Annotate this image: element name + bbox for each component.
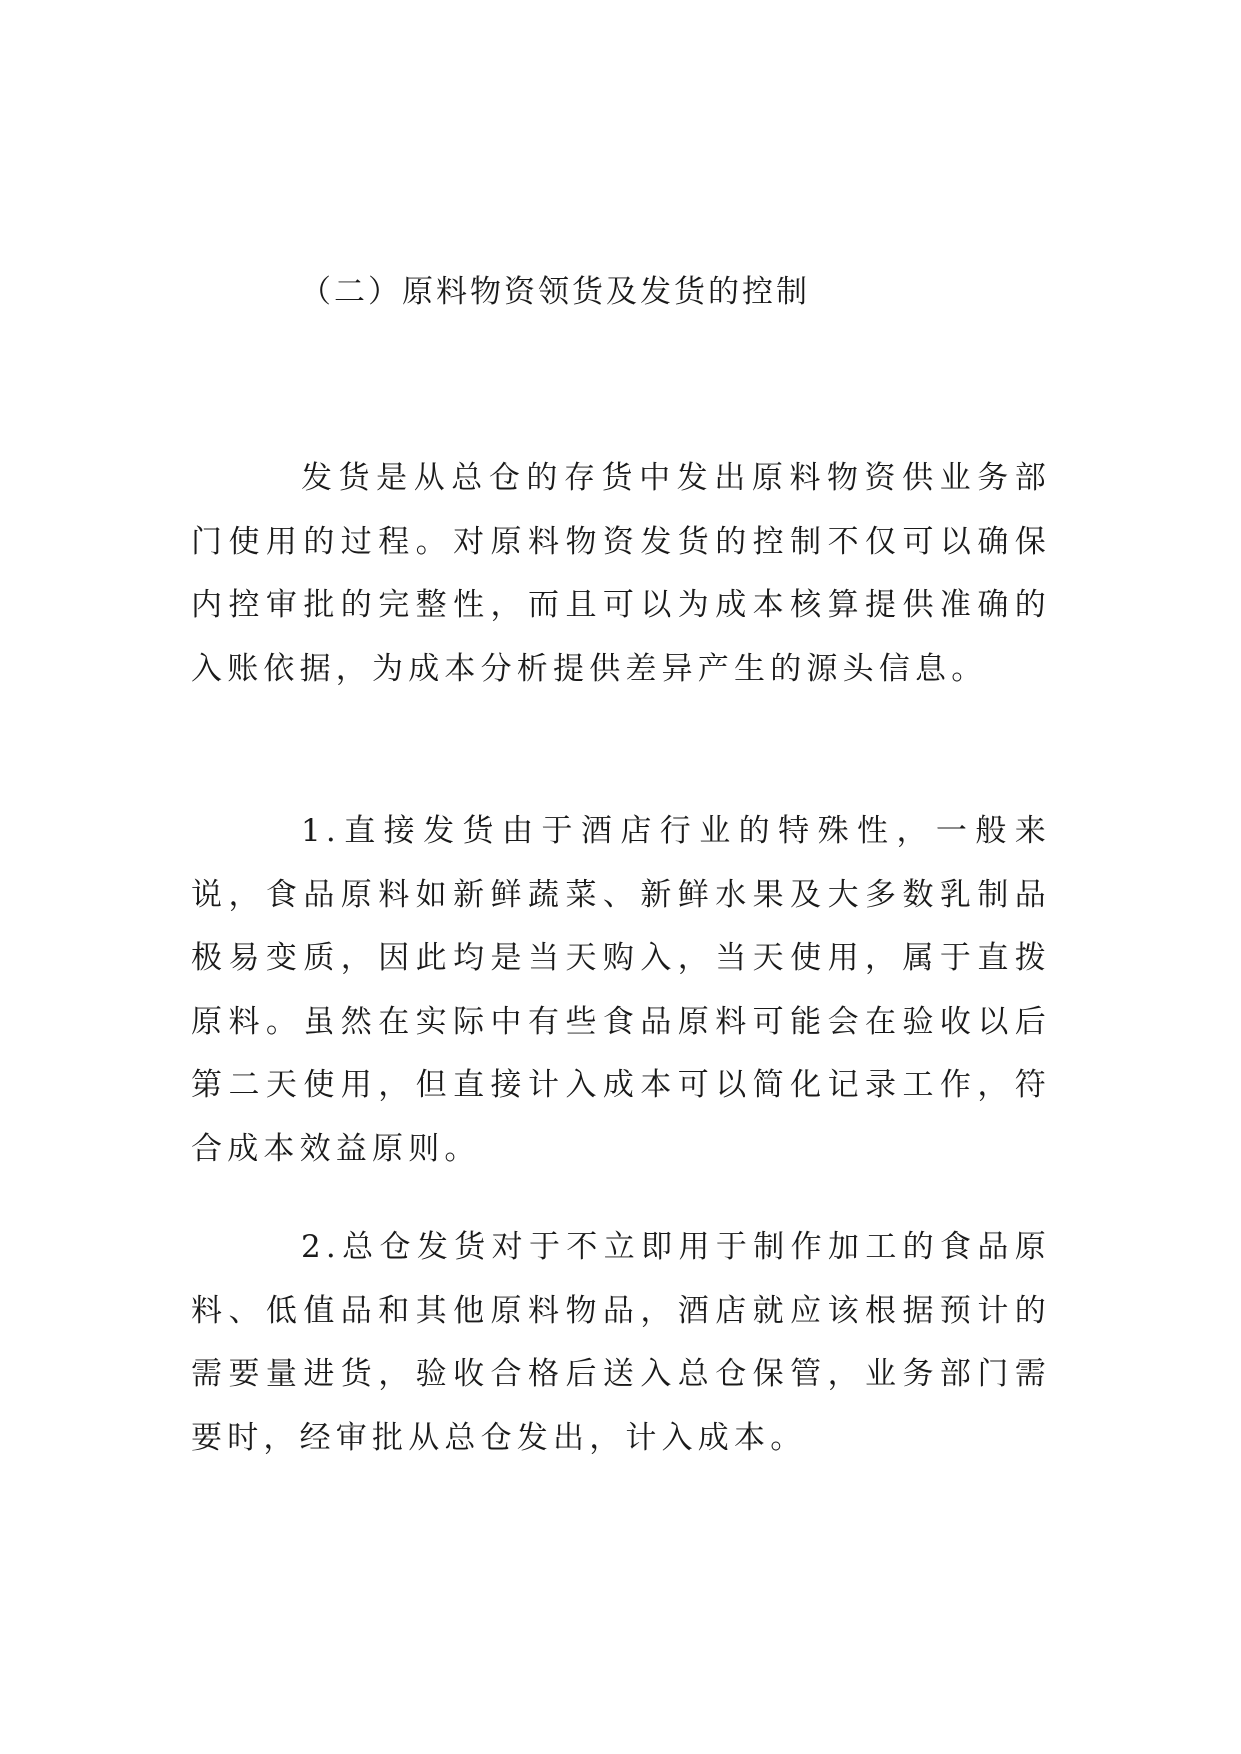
section-heading: （二）原料物资领货及发货的控制 [300, 274, 810, 310]
paragraph-direct-issue: 1.直接发货由于酒店行业的特殊性，一般来说，食品原料如新鲜蔬菜、新鲜水果及大多数乳制品极易变质，因此均是当天购入，当天使用，属于直拨原料。虽然在实际中有些食品原料可能会在验收以后第二天使用，但直接计入成本可以简化记录工作，符合成本效益原则。 [191, 813, 1051, 1167]
paragraph-issuing-overview: 发货是从总仓的存货中发出原料物资供业务部门使用的过程。对原料物资发货的控制不仅可以确保内控审批的完整性，而且可以为成本核算提供准确的入账依据，为成本分析提供差异产生的源头信息。 [191, 460, 1051, 687]
paragraph-warehouse-issue: 2.总仓发货对于不立即用于制作加工的食品原料、低值品和其他原料物品，酒店就应该根据预计的需要量进货，验收合格后送入总仓保管，业务部门需要时，经审批从总仓发出，计入成本。 [191, 1229, 1051, 1456]
